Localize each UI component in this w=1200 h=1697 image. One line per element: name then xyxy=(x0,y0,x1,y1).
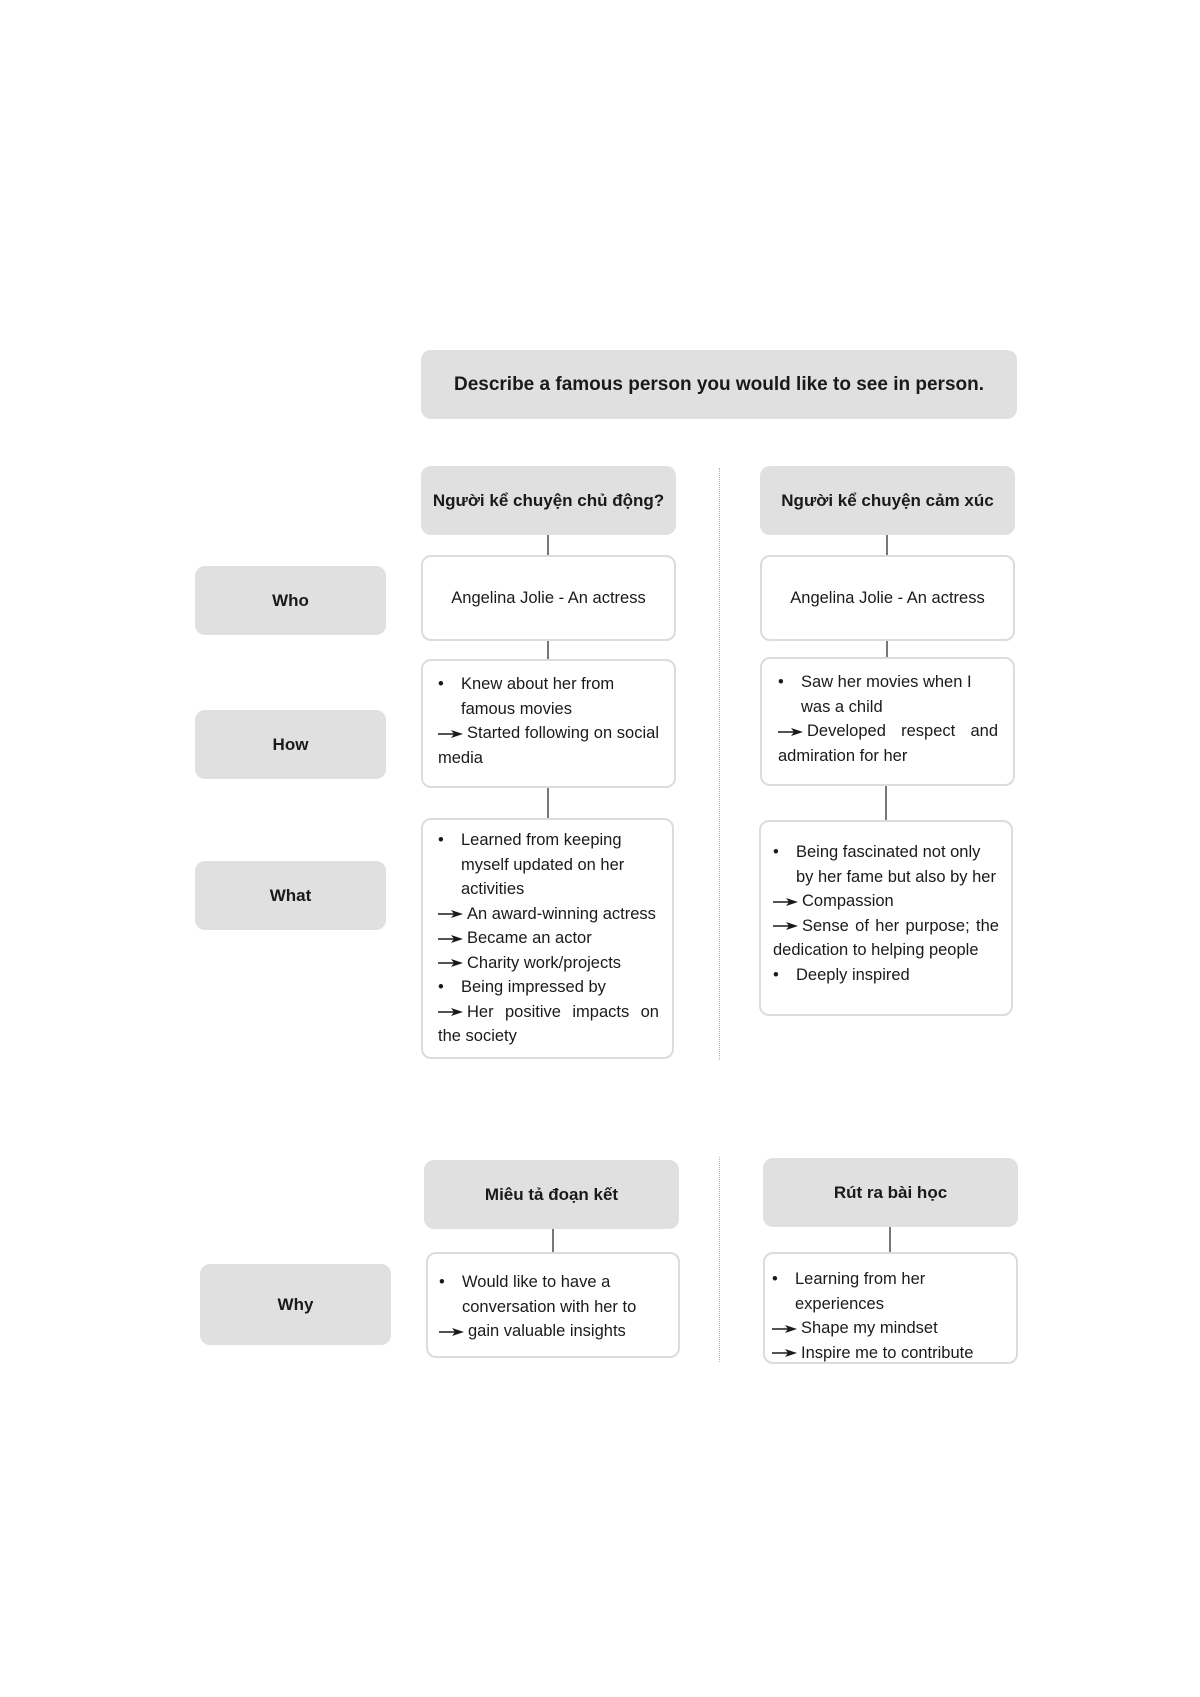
item-text: Learned from keeping myself updated on her activities xyxy=(461,831,625,898)
item-text: Developed respect and admiration for her xyxy=(778,722,998,765)
arrow-right-icon xyxy=(772,1344,797,1362)
right-who-text: Angelina Jolie - An actress xyxy=(790,588,985,607)
arrow-item xyxy=(773,889,999,914)
row-label-how-text: How xyxy=(272,734,309,754)
connector xyxy=(547,535,549,555)
arrow-item xyxy=(438,926,659,951)
left-column-header xyxy=(421,466,676,535)
right-column-header xyxy=(760,466,1015,535)
arrow-item xyxy=(438,951,659,976)
item-text: Saw her movies when I was a child xyxy=(801,673,972,716)
row-label-what-text: What xyxy=(269,885,312,905)
bullet-marker: • xyxy=(438,831,444,849)
bullet-item xyxy=(438,828,659,902)
bottom-right-header-text: Rút ra bài học xyxy=(833,1182,948,1202)
arrow-item xyxy=(439,1319,666,1344)
bullet-marker: • xyxy=(438,675,444,693)
connector xyxy=(889,1227,891,1252)
row-label-why-text: Why xyxy=(277,1294,314,1314)
bottom-right-why-box xyxy=(763,1252,1018,1364)
item-text: Started following on social media xyxy=(438,724,659,767)
item-text: Would like to have a conversation with her to xyxy=(462,1273,637,1316)
arrow-item xyxy=(773,914,999,963)
bottom-left-why-box xyxy=(426,1252,680,1358)
arrow-item xyxy=(772,1341,1010,1366)
item-text: Compassion xyxy=(802,892,894,910)
right-who-box xyxy=(760,555,1015,641)
bottom-left-header xyxy=(424,1160,679,1229)
left-how-box xyxy=(421,659,676,788)
item-text: Deeply inspired xyxy=(796,965,910,984)
item-text: An award-winning actress xyxy=(467,904,656,923)
bullet-marker: • xyxy=(778,673,784,691)
connector xyxy=(886,535,888,555)
right-how-box xyxy=(760,657,1015,786)
item-text: Inspire me to contribute xyxy=(801,1343,974,1362)
page-title-text: Describe a famous person you would like to see in person. xyxy=(453,373,985,395)
left-who-box xyxy=(421,555,676,641)
arrow-right-icon xyxy=(438,724,463,742)
arrow-right-icon xyxy=(778,722,803,740)
arrow-right-icon xyxy=(438,1003,463,1021)
item-text: Her positive impacts on the society xyxy=(438,1002,659,1045)
arrow-right-icon xyxy=(773,917,798,935)
column-divider-top xyxy=(719,468,720,1060)
arrow-right-icon xyxy=(438,905,463,923)
left-who-text: Angelina Jolie - An actress xyxy=(451,588,646,607)
left-column-header-text: Người kể chuyện chủ động? xyxy=(432,490,665,510)
item-text: Charity work/projects xyxy=(467,953,622,972)
bullet-marker: • xyxy=(772,1270,778,1288)
row-label-who xyxy=(195,566,386,635)
arrow-item xyxy=(438,902,659,927)
row-label-why xyxy=(200,1264,391,1345)
arrow-item xyxy=(438,1000,659,1049)
row-label-who-text: Who xyxy=(272,590,309,610)
bullet-item xyxy=(773,840,999,889)
bottom-left-header-text: Miêu tả đoạn kết xyxy=(484,1184,619,1204)
arrow-item xyxy=(772,1316,1010,1341)
item-text: Shape my mindset xyxy=(801,1319,938,1337)
row-label-how xyxy=(195,710,386,779)
arrow-right-icon xyxy=(438,954,463,972)
arrow-item xyxy=(778,719,998,768)
connector xyxy=(547,641,549,659)
page-title xyxy=(421,350,1017,419)
item-text: Learning from her experiences xyxy=(795,1270,926,1313)
item-text: Being impressed by xyxy=(461,978,606,996)
connector xyxy=(547,788,549,818)
item-text: gain valuable insights xyxy=(468,1322,626,1340)
arrow-item xyxy=(438,721,659,770)
bullet-marker: • xyxy=(438,978,444,996)
bullet-item xyxy=(773,963,999,988)
right-what-box xyxy=(759,820,1013,1016)
arrow-right-icon xyxy=(772,1319,797,1337)
item-text: Sense of her purpose; the dedication to helping people xyxy=(773,916,999,959)
item-text: Became an actor xyxy=(467,929,592,947)
bullet-item xyxy=(439,1270,666,1319)
bullet-item xyxy=(438,975,659,1000)
bullet-marker: • xyxy=(773,843,779,861)
left-what-box xyxy=(421,818,674,1059)
column-divider-bottom xyxy=(719,1157,720,1362)
connector xyxy=(552,1229,554,1252)
arrow-right-icon xyxy=(439,1322,464,1340)
row-label-what xyxy=(195,861,386,930)
bullet-item xyxy=(438,672,659,721)
bottom-right-header xyxy=(763,1158,1018,1227)
right-column-header-text: Người kể chuyện cảm xúc xyxy=(781,490,994,510)
item-text: Being fascinated not only by her fame but also by her xyxy=(796,843,996,886)
item-text: Knew about her from famous movies xyxy=(461,675,615,718)
bullet-item xyxy=(778,670,998,719)
arrow-right-icon xyxy=(438,929,463,947)
connector xyxy=(886,641,888,657)
bullet-item xyxy=(772,1267,1010,1316)
bullet-marker: • xyxy=(773,965,779,984)
connector xyxy=(885,786,887,820)
arrow-right-icon xyxy=(773,892,798,910)
bullet-marker: • xyxy=(439,1273,445,1291)
